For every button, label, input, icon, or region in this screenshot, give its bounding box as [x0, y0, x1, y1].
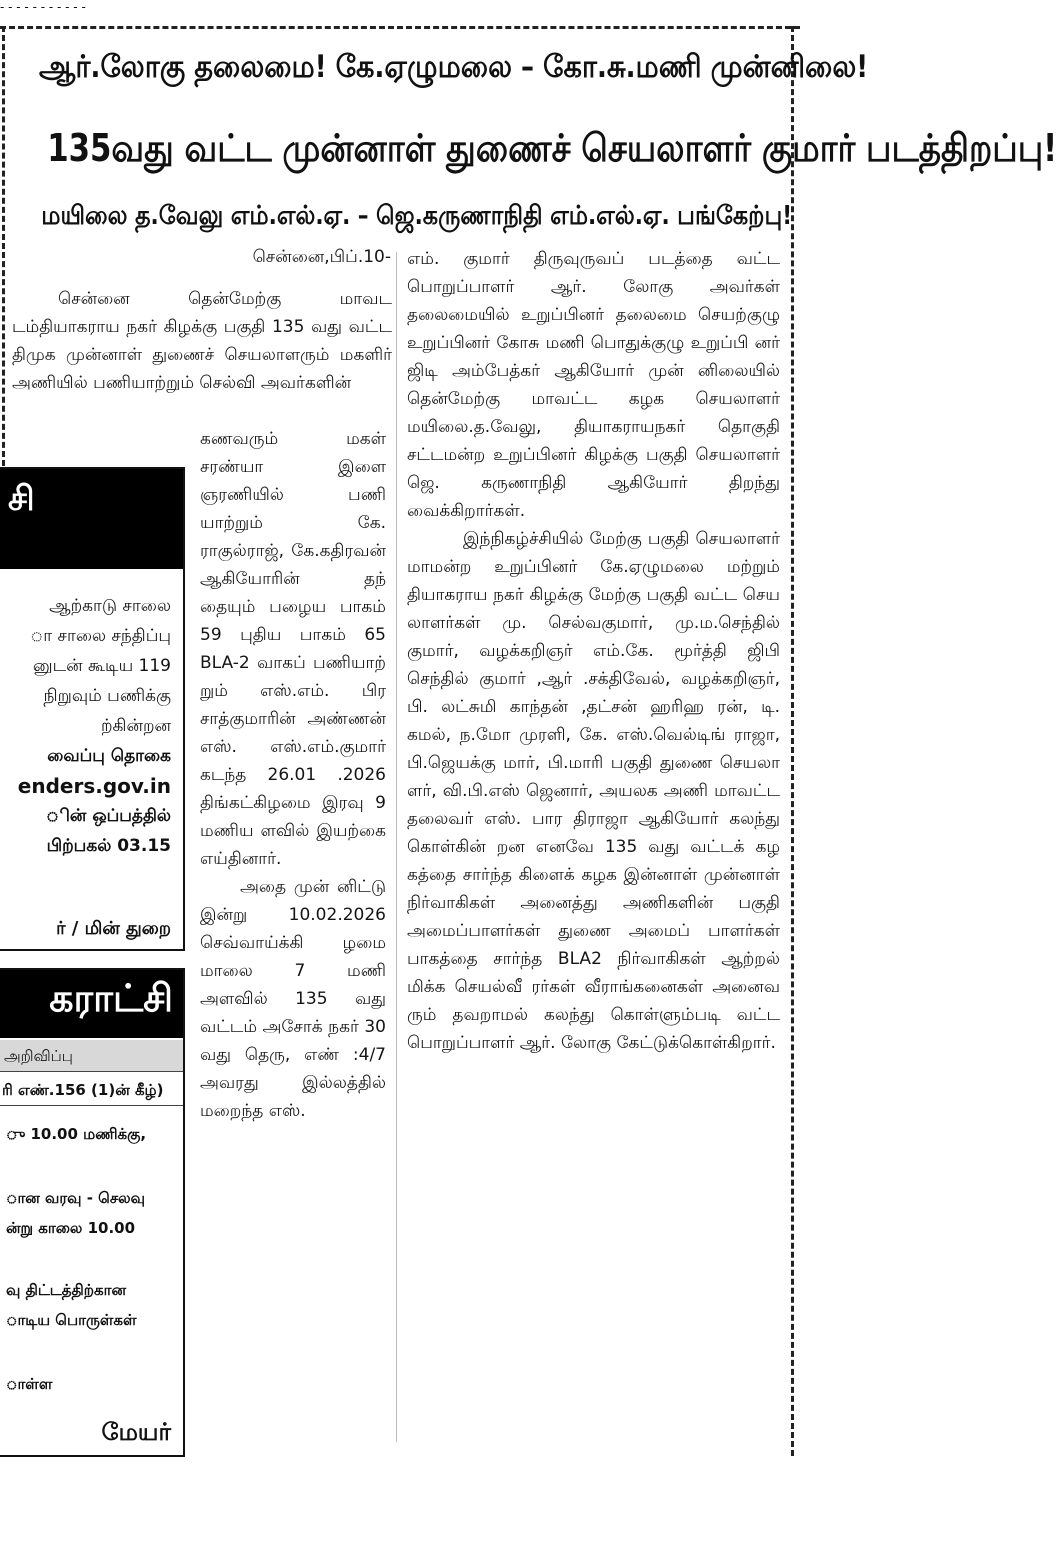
advert-bold-line: வைப்பு தொகை	[47, 746, 171, 766]
advert-line: ா சாலை சந்திப்பு	[30, 626, 171, 646]
advert-title-band	[0, 469, 183, 569]
article-right-column	[407, 245, 780, 1057]
top-cut-text: - - - - - - - - - - -	[0, 0, 86, 14]
advert-line: ற்கின்றன	[100, 716, 171, 736]
advert-url: enders.gov.in	[17, 774, 171, 798]
notice-line: ு 10.00 மணிக்கு,	[6, 1125, 147, 1143]
subheadline: மயிலை த.வேலு எம்.எல்.ஏ. – ஜெ.கருணாநிதி எம்.எல்.ஏ. பங்கேற்பு!	[41, 201, 793, 231]
article-intro	[12, 285, 392, 397]
clipping-border-top	[0, 26, 800, 29]
clipping-border-left	[2, 26, 5, 466]
article-narrow-column	[200, 425, 386, 1125]
right-paragraph-2: இந்நிகழ்ச்சியில் மேற்கு பகுதி செயலாளர் மாமன்ற உறுப்பினர் கே.ஏழுமலை மற்றும் தியாகராய நகர் கிழக்கு மேற்கு பகுதி வட்ட செய லாளர்கள் மு. செல்வகுமார், மு.ம.செந்தில் குமார், வழக்கறிஞர் எம்.கே. மூர்த்தி ஜிபி செந்தில் குமார் ,ஆர் .சக்திவேல், வழக்கறிஞர், பி. லட்சுமி காந்தன் ,தட்சன் ஹரிஹ ரன், டி. கமல், ந.மோ முரளி, கே. எஸ்.வெல்டிங் ராஜா, பி.ஜெயக்கு மார், பி.மாரி பகுதி துணை செயலா ளர், வி.பி.எஸ் ஜெனார், அயலக அணி மாவட்ட தலைவர் எஸ். பார திராஜா ஆகியோர் கலந்து கொள்கின் றன எனவே 135 வது வட்டக் கழ கத்தை சார்ந்த கிளைக் கழக இன்னாள் முன்னாள் நிர்வாகிகள் அனைத்து அணிகளின் பகுதி அமைப்பாளர்கள் துணை அமைப் பாளர்கள் பாகத்தை சார்ந்த BLA2 நிர்வாகிகள் ஆற்றல் மிக்க செயல்வீ ரர்கள் வீராங்கனைகள் அனைவ ரும் தவறாமல் கலந்து கொள்ளும்படி வட்ட பொறுப்பாளர் ஆர். லோகு கேட்டுக்கொள்கிறார்.	[407, 529, 780, 1053]
notice-title-band	[0, 970, 183, 1038]
notice-line: ாடிய பொருள்கள்	[6, 1311, 137, 1329]
notice-line: ாள்ள	[6, 1375, 53, 1393]
notice-line: ான வரவு - செலவு	[6, 1189, 145, 1207]
kicker-line: ஆர்.லோகு தலைமை! கே.ஏழுமலை – கோ.சு.மணி முன்னிலை!	[38, 49, 869, 85]
advert-bold-line: பிற்பகல் 03.15	[46, 836, 171, 856]
clipping-border-right	[791, 26, 794, 1456]
advert-bold-line: ின் ஒப்பத்தில்	[45, 806, 171, 826]
notice-subtitle: அறிவிப்பு	[0, 1040, 183, 1072]
advert-text	[0, 581, 183, 861]
advert-line: னுடன் கூடிய 119	[32, 656, 171, 676]
right-paragraph-1: எம். குமார் திருவுருவப் படத்தை வட்ட பொறுப்பாளர் ஆர். லோகு அவர்கள் தலைமையில் உறுப்பினர் தலைமை செயற்குழு உறுப்பினர் கோசு மணி பொதுக்குழு உறுப்பி னர் ஜிடி அம்பேத்கர் ஆகியோர் முன் னிலையில் தென்மேற்கு மாவட்ட கழக செயலாளர் மயிலை.த.வேலு, தியாகராயநகர் தொகுதி சட்டமன்ற உறுப்பினர் கிழக்கு பகுதி செயலாளர் ஜெ. கருணாநிதி ஆகியோர் திறந்து வைக்கிறார்கள்.	[407, 249, 780, 521]
advert-line: ஆற்காடு சாலை	[49, 596, 171, 616]
notice-rule-ref: ரி எண்.156 (1)ன் கீழ்)	[0, 1074, 183, 1106]
advert-line: நிறுவும் பணிக்கு	[43, 686, 171, 706]
notice-signature-mayor: மேயர்	[101, 1418, 171, 1446]
narrow-paragraph-1: கணவரும் மகள் சரண்யா இளை ஞரணியில் பணி யாற்றும் கே. ராகுல்ராஜ், கே.கதிரவன் ஆகியோரின் தந் தையும் பழைய பாகம் 59 புதிய பாகம் 65 BLA-2 வாகப் பணியாற் றும் எஸ்.எம். பிர சாத்குமாரின் அண்ணன் எஸ். எஸ்.எம்.குமார் கடந்த 26.01 .2026 திங்கட்கிழமை இரவு 9 மணிய ளவில் இயற்கை எய்தினார்.	[200, 429, 386, 869]
notice-title: கராட்சி	[49, 976, 173, 1020]
intro-paragraph: சென்னை தென்மேற்கு மாவட டம்தியாகராய நகர் கிழக்கு பகுதி 135 வது வட்ட திமுக முன்னாள் துணைச் செயலாளரும் மகளிர் அணியில் பணியாற்றும் செல்வி அவர்களின்	[12, 289, 392, 393]
notice-line: வு திட்டத்திற்கான	[6, 1281, 126, 1299]
corporation-notice-box	[0, 968, 185, 1457]
headline: 135வது வட்ட முன்னாள் துணைச் செயலாளர் குமார் படத்திறப்பு!	[47, 126, 1057, 170]
dateline: சென்னை,பிப்.10-	[252, 247, 391, 267]
narrow-paragraph-2: அதை முன் னிட்டு இன்று 10.02.2026 செவ்வாய்க்கி ழமை மாலை 7 மணி அளவில் 135 வது வட்டம் அசோக் நகர் 30 வது தெரு, எண் :4/7 அவரது இல்லத்தில் மறைந்த எஸ்.	[200, 877, 386, 1121]
advert-department: ர் / மின் துறை	[56, 918, 171, 939]
advert-title: சி	[8, 479, 35, 519]
notice-line: ன்று காலை 10.00	[6, 1219, 136, 1237]
column-divider	[396, 252, 397, 1442]
tender-advert-box	[0, 467, 185, 951]
